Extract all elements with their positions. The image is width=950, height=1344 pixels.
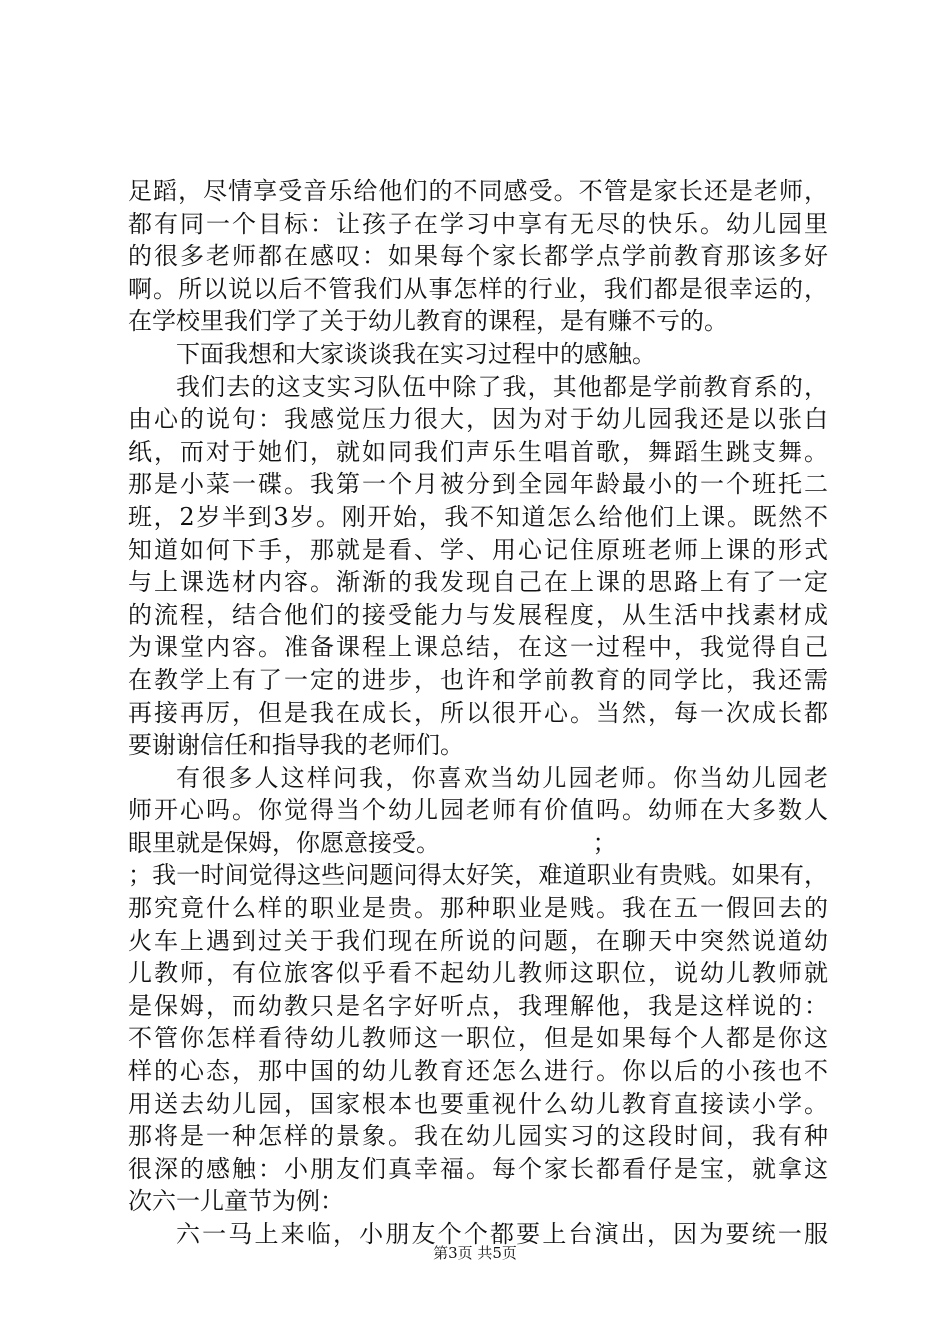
text-line: 由心的说句：我感觉压力很大，因为对于幼儿园我还是以张白 (128, 405, 828, 434)
text-line: 的流程，结合他们的接受能力与发展程度，从生活中找素材成 (128, 600, 828, 629)
page-number-label: 第3页 共5页 (433, 1244, 517, 1262)
text-line: 用送去幼儿园，国家根本也要重视什么幼儿教育直接读小学。 (128, 1089, 828, 1118)
text-line: 那究竟什么样的职业是贵。那种职业是贱。我在五一假回去的 (128, 894, 828, 923)
text-line: 火车上遇到过关于我们现在所说的问题，在聊天中突然说道幼 (128, 926, 828, 955)
text-line: 眼里就是保姆，你愿意接受。 ； (128, 828, 617, 857)
text-line: 那是小菜一碟。我第一个月被分到全园年龄最小的一个班托二 (128, 470, 828, 499)
paragraph-start-line: 六一马上来临，小朋友个个都要上台演出，因为要统一服 (176, 1220, 828, 1248)
page-footer (0, 1242, 950, 1263)
text-line: 在学校里我们学了关于幼儿教育的课程，是有赚不亏的。 (128, 307, 728, 336)
text-line: 再接再厉，但是我在成长，所以很开心。当然，每一次成长都 (128, 698, 828, 727)
text-line: 足蹈，尽情享受音乐给他们的不同感受。不管是家长还是老师， (128, 177, 828, 205)
text-line: 知道如何下手，那就是看、学、用心记住原班老师上课的形式 (128, 535, 828, 564)
text-line: 与上课选材内容。渐渐的我发现自己在上课的思路上有了一定 (128, 568, 828, 597)
paragraph-start-line: 有很多人这样问我，你喜欢当幼儿园老师。你当幼儿园老 (176, 763, 828, 792)
text-line: 是保姆，而幼教只是名字好听点，我理解他，我是这样说的： (128, 991, 828, 1020)
text-line: 都有同一个目标：让孩子在学习中享有无尽的快乐。幼儿园里 (128, 209, 828, 238)
text-line: 那将是一种怎样的景象。我在幼儿园实习的这段时间，我有种 (128, 1122, 828, 1151)
text-line: 要谢谢信任和指导我的老师们。 (128, 731, 464, 760)
text-line: 为课堂内容。准备课程上课总结，在这一过程中，我觉得自己 (128, 633, 828, 662)
text-line: 儿教师，有位旅客似乎看不起幼儿教师这职位，说幼儿教师就 (128, 959, 828, 988)
text-line: 在教学上有了一定的进步，也许和学前教育的同学比，我还需 (128, 665, 828, 694)
text-line: 次六一儿童节为例： (128, 1187, 344, 1216)
body-text (128, 175, 828, 1251)
text-line: 很深的感触：小朋友们真幸福。每个家长都看仔是宝，就拿这 (128, 1154, 828, 1183)
text-line: 样的心态，那中国的幼儿教育还怎么进行。你以后的小孩也不 (128, 1057, 828, 1086)
text-line: 的很多老师都在感叹：如果每个家长都学点学前教育那该多好 (128, 242, 828, 271)
text-line: 班，2岁半到3岁。刚开始，我不知道怎么给他们上课。既然不 (128, 502, 828, 531)
paragraph-start-line: 我们去的这支实习队伍中除了我，其他都是学前教育系的， (176, 372, 828, 401)
paragraph-start-line: 下面我想和大家谈谈我在实习过程中的感触。 (176, 339, 656, 368)
text-line: 师开心吗。你觉得当个幼儿园老师有价值吗。幼师在大多数人 (128, 796, 828, 825)
text-line: 啊。所以说以后不管我们从事怎样的行业，我们都是很幸运的， (128, 274, 828, 303)
text-line: ；我一时间觉得这些问题问得太好笑，难道职业有贵贱。如果有， (128, 861, 828, 890)
text-line: 不管你怎样看待幼儿教师这一职位，但是如果每个人都是你这 (128, 1024, 828, 1053)
text-line: 纸，而对于她们，就如同我们声乐生唱首歌，舞蹈生跳支舞。 (128, 437, 828, 466)
